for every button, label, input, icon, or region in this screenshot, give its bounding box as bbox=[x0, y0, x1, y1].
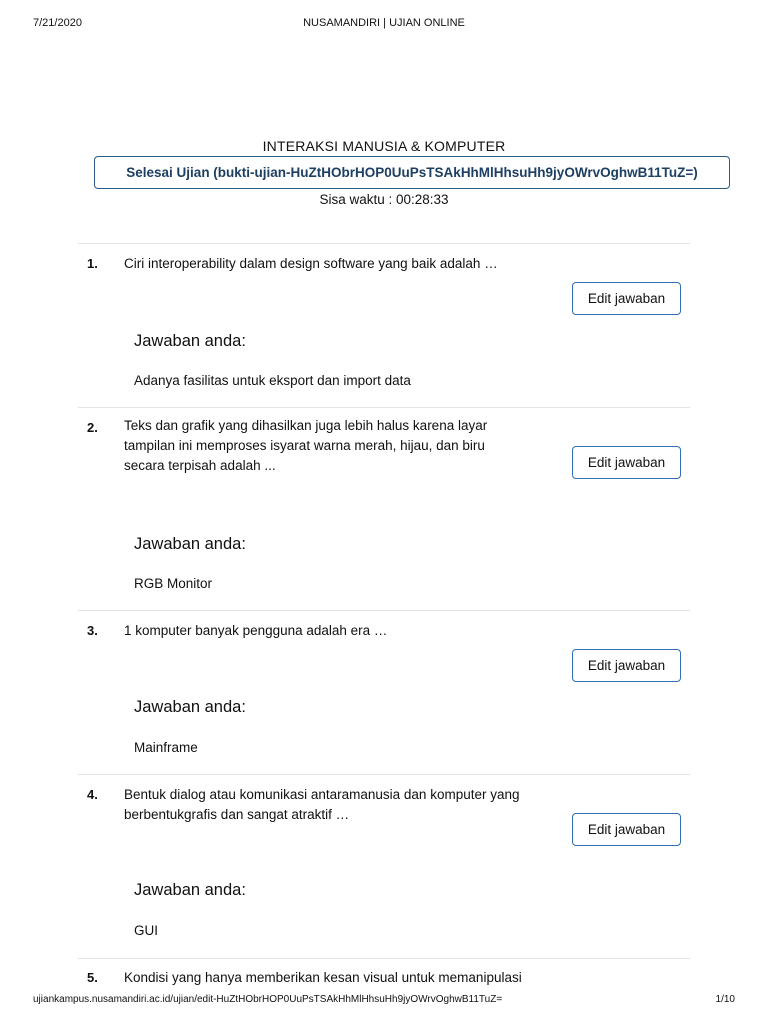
question-text bbox=[124, 416, 554, 476]
question-line: secara terpisah adalah ... bbox=[124, 458, 276, 473]
question-text bbox=[124, 254, 554, 274]
course-title: INTERAKSI MANUSIA & KOMPUTER bbox=[262, 138, 506, 154]
answer-heading: Jawaban anda: bbox=[134, 698, 246, 716]
question-number: 1. bbox=[87, 256, 98, 271]
question-line: Bentuk dialog atau komunikasi antaramanusia dan komputer yang bbox=[124, 787, 520, 802]
question-number: 3. bbox=[87, 623, 98, 638]
edit-answer-button[interactable]: Edit jawaban bbox=[572, 813, 681, 846]
question-number: 2. bbox=[87, 420, 98, 435]
question-line: Ciri interoperability dalam design software yang baik adalah … bbox=[124, 256, 498, 271]
question-item bbox=[78, 610, 690, 775]
answer-text: Adanya fasilitas untuk eksport dan import data bbox=[134, 373, 411, 388]
edit-answer-button[interactable]: Edit jawaban bbox=[572, 649, 681, 682]
question-line: 1 komputer banyak pengguna adalah era … bbox=[124, 623, 388, 638]
question-item bbox=[78, 243, 690, 408]
answer-heading: Jawaban anda: bbox=[134, 332, 246, 350]
answer-heading: Jawaban anda: bbox=[134, 535, 246, 553]
answer-heading: Jawaban anda: bbox=[134, 881, 246, 899]
question-line: Teks dan grafik yang dihasilkan juga lebih halus karena layar bbox=[124, 418, 488, 433]
question-text bbox=[124, 785, 554, 825]
question-text bbox=[124, 621, 554, 641]
footer-url: ujiankampus.nusamandiri.ac.id/ujian/edit-HuZtHObrHOP0UuPsTSAkHhMlHhsuHh9jyOWrvOghwB11TuZ= bbox=[33, 994, 503, 1005]
question-text bbox=[124, 968, 594, 988]
answer-text: RGB Monitor bbox=[134, 576, 213, 591]
answer-text: GUI bbox=[134, 923, 159, 938]
edit-answer-button[interactable]: Edit jawaban bbox=[572, 282, 681, 315]
print-title: NUSAMANDIRI | UJIAN ONLINE bbox=[303, 17, 465, 29]
question-item bbox=[78, 958, 690, 989]
answer-text: Mainframe bbox=[134, 740, 198, 755]
question-line: tampilan ini memproses isyarat warna merah, hijau, dan biru bbox=[124, 438, 485, 453]
question-number: 5. bbox=[87, 970, 98, 985]
finish-exam-button[interactable]: Selesai Ujian (bukti-ujian-HuZtHObrHOP0UuPsTSAkHhMlHhsuHh9jyOWrvOghwB11TuZ=) bbox=[94, 156, 730, 189]
print-date: 7/21/2020 bbox=[33, 17, 82, 29]
question-line: berbentukgrafis dan sangat atraktif … bbox=[124, 807, 350, 822]
question-item bbox=[78, 407, 690, 611]
question-item bbox=[78, 774, 690, 959]
question-line: Kondisi yang hanya memberikan kesan visual untuk memanipulasi bbox=[124, 970, 522, 985]
page-number: 1/10 bbox=[715, 994, 735, 1005]
question-number: 4. bbox=[87, 787, 98, 802]
timer: Sisa waktu : 00:28:33 bbox=[319, 192, 449, 207]
edit-answer-button[interactable]: Edit jawaban bbox=[572, 446, 681, 479]
